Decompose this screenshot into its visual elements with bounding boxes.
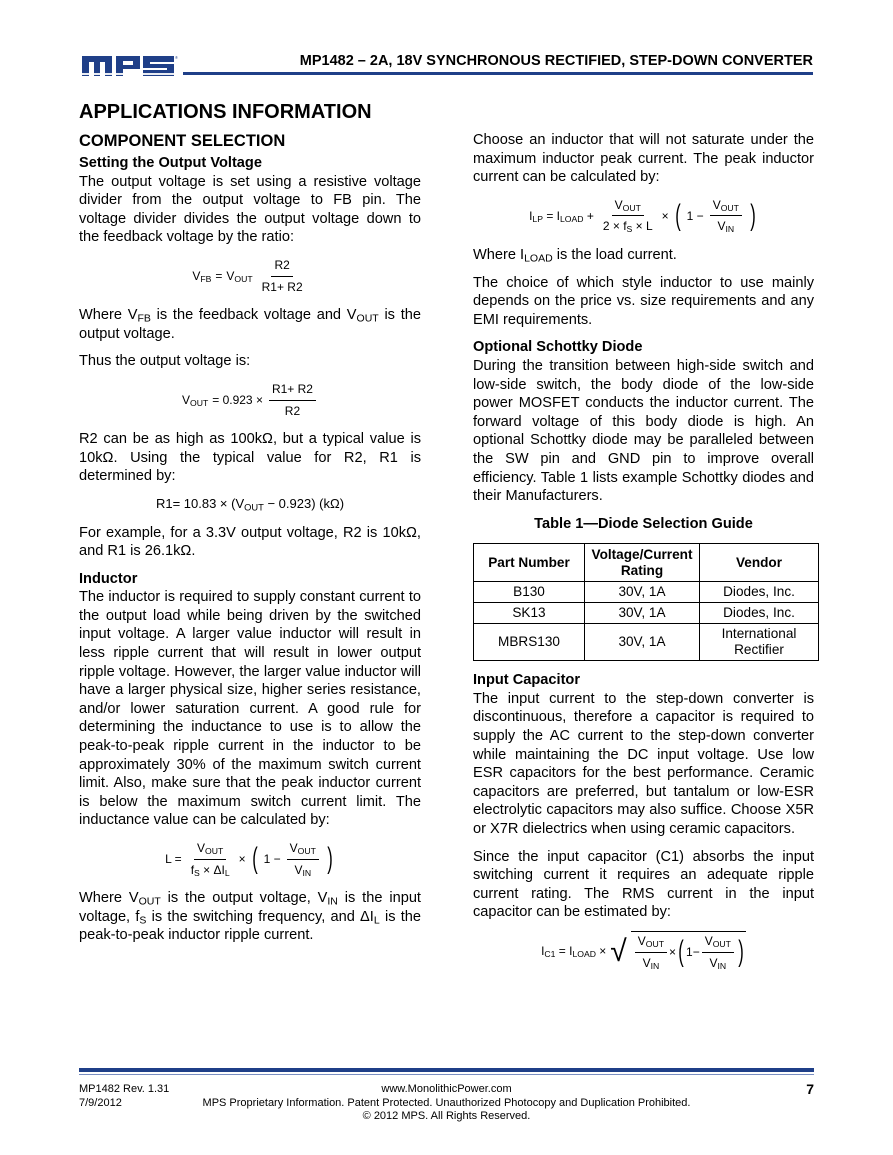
paragraph: Choose an inductor that will not saturate under the maximum inductor peak current. The peak inductor current can be calculated by: [473,132,814,186]
table-header-cell: Vendor [700,544,819,582]
table-header-row [474,544,819,582]
equation-vfb: $V_{FB}$ = $V_{OUT}$ $\frac{R2}{R1+ R2}$ [192,257,303,294]
table-cell: SK13 [474,603,585,624]
square-root-icon: √ [610,934,627,968]
right-column [473,131,814,982]
paragraph: R2 can be as high as 100kΩ, but a typical value is 10kΩ. Using the typical value for R2, R1 is determined by: [79,431,421,485]
table-cell: 30V, 1A [585,603,700,624]
equation-ilp: $I_{LP} = I_{LOAD}$ + $\frac{V_{OUT}}{2 \times f_S \times L}$ × ( 1 − $\frac{V_{OUT}}{V_{IN}}$ ) [529,197,756,235]
paragraph: For example, for a 3.3V output voltage, R2 is 10kΩ, and R1 is 26.1kΩ. [79,524,421,560]
subsection-heading: COMPONENT SELECTION [79,132,286,150]
mps-logo [80,52,180,79]
footer-rule-thin [79,1074,814,1075]
heading-input-capacitor: Input Capacitor [473,672,581,689]
table-cell: 30V, 1A [585,582,700,603]
paragraph: The input current to the step-down converter is discontinuous, therefore a capacitor is required to supply the AC current to the step-down converter while maintaining the DC input voltage. Use low ESR capacitors for the best performance. Ceramic capacitors are preferred, but tantalum or low-ESR electrolytic capacitors may also suffice. Choose X5R or X7R dielectrics when using ceramic capacitors. [473,690,814,838]
section-heading: APPLICATIONS INFORMATION [79,101,372,123]
date-label: 7/9/2012 [79,1097,122,1109]
page-number: 7 [806,1081,814,1097]
table-header-cell: Voltage/Current Rating [585,544,700,582]
table-cell: International Rectifier [700,624,819,661]
table-cell: 30V, 1A [585,624,700,661]
equation-ic1: $I_{C1} = I_{LOAD}$ × √ $\frac{V_{OUT}}{V_{IN}}$ × ( 1− $\frac{V_{OUT}}{V_{IN}}$ ) [473,931,814,972]
paragraph: The inductor is required to supply constant current to the output load while being driven by the switched input voltage. A larger value inductor will result in less ripple current that will result in lower output ripple voltage. However, the larger value inductor will have a larger physical size, higher series resistance, and/or lower saturation current. A good rule for determining the inductance to use is to allow the peak-to-peak ripple current in the inductor to be approximately 30% of the maximum switch current limit. Also, make sure that the peak inductor current is below the maximum switch current limit. The inductance value can be calculated by: [79,589,421,829]
website-link[interactable]: www.MonolithicPower.com [381,1083,512,1095]
table-row [474,603,819,624]
paragraph: The output voltage is set using a resistive voltage divider from the output voltage to FB pin. The voltage divider divides the output voltage down to the feedback voltage by the ratio: [79,173,421,246]
header-rule [183,72,813,75]
left-column [79,100,421,945]
paragraph: Where $V_{OUT}$ is the output voltage, $V_{IN}$ is the input voltage, $f_S$ is the switching frequency, and $\Delta I_L$ is the peak-to-peak inductor ripple current. [79,890,422,944]
equation-r1: $R1= 10.83 \times (V_{OUT} - 0.923)$ (kΩ) [155,495,345,513]
proprietary-notice: MPS Proprietary Information. Patent Protected. Unauthorized Photocopy and Duplication Prohibited. [202,1097,691,1109]
table-cell: B130 [474,582,585,603]
paragraph: The choice of which style inductor to use mainly depends on the price vs. size requirements and any EMI requirements. [473,274,814,328]
equation-inductance: L = $\frac{V_{OUT}}{f_S \times \Delta I_L}$ × ( 1 − $\frac{V_{OUT}}{V_{IN}}$ ) [165,841,333,878]
svg-text:®: ® [175,55,178,60]
equation-vout: $V_{OUT}$ = 0.923 × $\frac{R1+ R2}{R2}$ [79,380,421,420]
table-row [474,624,819,661]
paragraph: Where $I_{LOAD}$ is the load current. [473,246,677,265]
table-row [474,582,819,603]
copyright: © 2012 MPS. All Rights Reserved. [362,1110,531,1122]
paragraph: During the transition between high-side switch and low-side switch, the body diode of the low-side power MOSFET conducts the inductor current. The forward voltage of this body diode is high. An optional Schottky diode may be paralleled between the SW pin and GND pin to improve overall efficiency. Table 1 lists example Schottky diodes and their Manufacturers. [473,357,814,505]
table-caption: Table 1—Diode Selection Guide [534,515,753,532]
table-cell: Diodes, Inc. [700,582,819,603]
heading-output-voltage: Setting the Output Voltage [79,155,262,171]
table-header-cell: Part Number [474,544,585,582]
paragraph: Since the input capacitor (C1) absorbs the input switching current it requires an adequate ripple current rating. The RMS current in the input capacitor can be estimated by: [473,848,814,921]
paragraph: Where $V_{FB}$ is the feedback voltage and $V_{OUT}$ is the output voltage. [79,307,422,342]
document-title: MP1482 – 2A, 18V SYNCHRONOUS RECTIFIED, STEP-DOWN CONVERTER [299,53,813,69]
heading-schottky-diode: Optional Schottky Diode [473,339,643,356]
heading-inductor: Inductor [79,570,138,587]
paragraph: Thus the output voltage is: [79,353,251,370]
footer-rule [79,1068,814,1072]
table-cell: Diodes, Inc. [700,603,819,624]
diode-selection-table [473,543,819,661]
revision-label: MP1482 Rev. 1.31 [79,1083,170,1095]
table-cell: MBRS130 [474,624,585,661]
